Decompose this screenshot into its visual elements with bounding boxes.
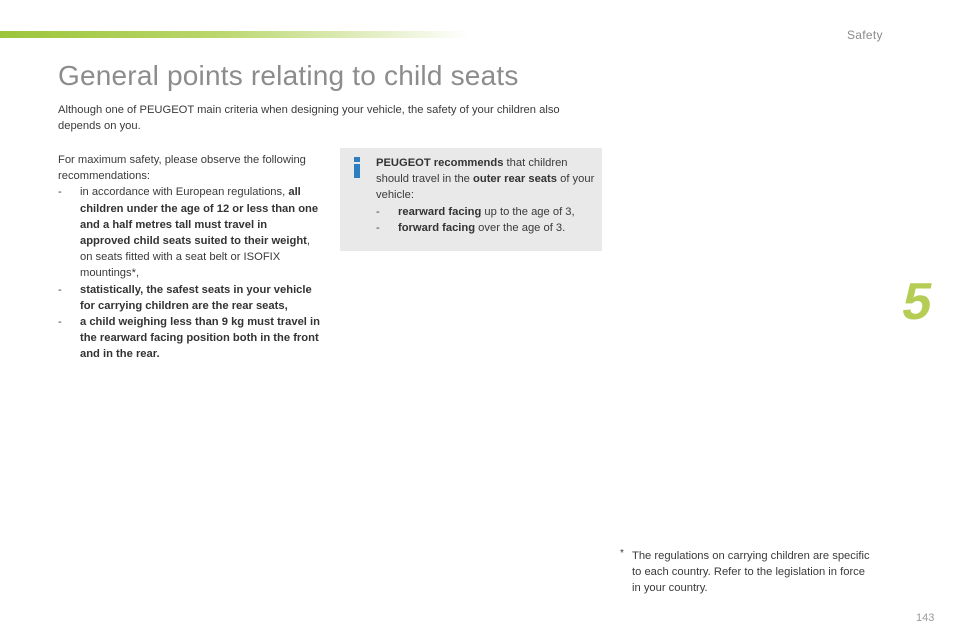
info-text-part: of your vehicle: xyxy=(376,173,595,202)
info-item1-rest: up to the age of 3, xyxy=(481,205,575,218)
info-lead xyxy=(376,155,596,204)
info-seats: outer rear seats xyxy=(473,173,557,186)
recommendations-lead: For maximum safety, please observe the following recommendations: xyxy=(58,154,306,183)
list-dash: - xyxy=(58,283,62,296)
info-brand: PEUGEOT recommends xyxy=(376,157,504,169)
list-dash: - xyxy=(376,205,380,218)
info-text xyxy=(376,155,596,236)
list-dash: - xyxy=(58,186,62,199)
list-dash: - xyxy=(58,316,62,329)
list-dash: - xyxy=(376,221,380,234)
item1-prefix: in accordance with European regulations, xyxy=(80,186,286,199)
list-item xyxy=(58,314,320,363)
page-title: General points relating to child seats xyxy=(58,60,519,91)
page-number: 143 xyxy=(916,612,935,624)
info-item2-bold: forward facing xyxy=(398,221,476,234)
list-item xyxy=(376,220,596,236)
intro-paragraph: Although one of PEUGEOT main criteria when designing your vehicle, the safety of your children also depends on you. xyxy=(58,104,560,132)
list-item xyxy=(376,204,596,220)
list-item xyxy=(58,184,320,281)
section-label: Safety xyxy=(847,28,883,42)
info-icon xyxy=(352,157,362,179)
footnote xyxy=(620,548,870,597)
item2-bold: statistically, the safest seats in your vehicle for carrying children are the rear seats, xyxy=(80,283,312,312)
footnote-text: The regulations on carrying children are specific to each country. Refer to the legislation in force in your country. xyxy=(632,550,870,595)
header-accent-bar xyxy=(0,31,470,38)
item1-rest: , on seats fitted with a seat belt or ISOFIX mountings*, xyxy=(80,235,311,280)
info-box xyxy=(340,148,602,251)
footnote-marker: * xyxy=(620,548,624,559)
list-item xyxy=(58,282,320,314)
item3-bold: a child weighing less than 9 kg must travel in the rearward facing position both in the front and in the rear. xyxy=(80,316,320,361)
recommendations-block xyxy=(58,152,320,363)
info-item2-rest: over the age of 3. xyxy=(475,221,566,234)
chapter-number: 5 xyxy=(897,273,938,331)
item1-bold: all children under the age of 12 or less than one and a half metres tall must travel in approved child seats suited to their weight xyxy=(80,186,319,248)
info-item1-bold: rearward facing xyxy=(398,205,482,218)
info-text-part: that children should travel in the xyxy=(376,157,568,186)
